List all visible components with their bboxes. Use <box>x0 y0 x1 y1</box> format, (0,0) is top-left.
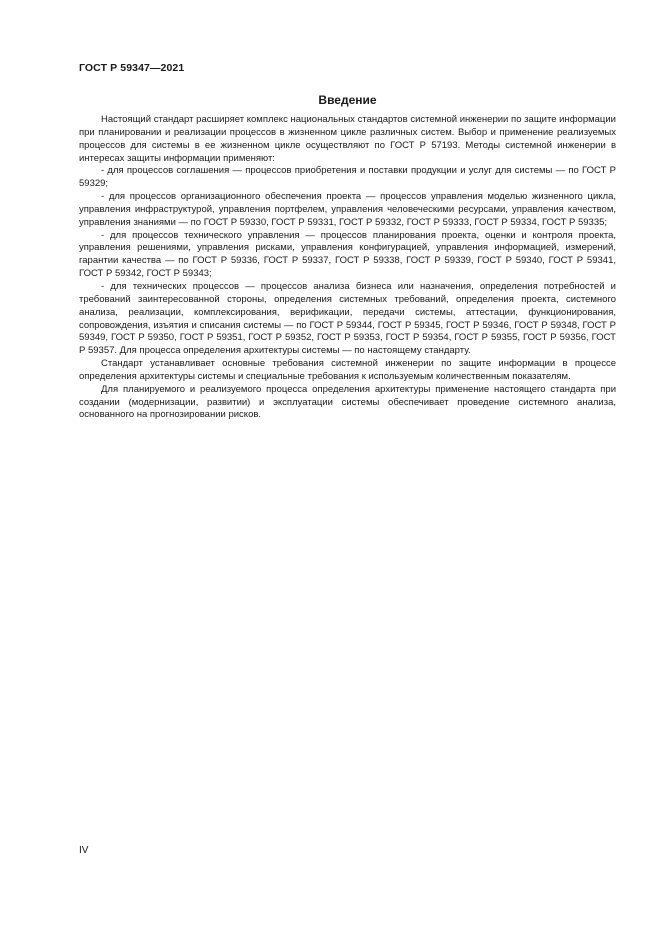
paragraph: - для процессов соглашения — процессов приобретения и поставки продукции и услуг для системы — по ГОСТ Р 59329; <box>79 165 616 190</box>
paragraph: Настоящий стандарт расширяет комплекс национальных стандартов системной инженерии по защите информации при планировании и реализации процессов в жизненном цикле различных систем. Выбор и применение реализуемых процессов для системы в ее жизненном цикле осуществляют по ГОСТ Р 57193. Методы системной инженерии в интересах защиты информации применяют: <box>79 114 616 164</box>
paragraph: - для процессов организационного обеспечения проекта — процессов управления моделью жизненного цикла, управления инфраструктурой, управления портфелем, управления человеческими ресурсами, управления качеством, управления знаниями — по ГОСТ Р 59330, ГОСТ Р 59331, ГОСТ Р 59332, ГОСТ Р 59333, ГОСТ Р 59334, ГОСТ Р 59335; <box>79 191 616 228</box>
document-code: ГОСТ Р 59347—2021 <box>79 62 185 74</box>
paragraph: Для планируемого и реализуемого процесса определения архитектуры применение настоящего стандарта при создании (модернизации, развитии) и эксплуатации системы обеспечивает проведение системного анализа, основанного на прогнозировании рисков. <box>79 383 616 421</box>
paragraph: Стандарт устанавливает основные требования системной инженерии по защите информации в процессе определения архитектуры системы и специальные требования к используемым количественным показателям. <box>79 358 616 382</box>
body-text <box>79 114 616 422</box>
page-number: IV <box>79 845 89 856</box>
paragraph: - для технических процессов — процессов анализа бизнеса или назначения, определения потребностей и требований заинтересованной стороны, определения системных требований, определения проекта, системного анализа, реализации, комплексирования, верификации, передачи системы, аттестации, функционирования, сопровождения, изъятия и списания системы — по ГОСТ Р 59344, ГОСТ Р 59345, ГОСТ Р 59346, ГОСТ Р 59348, ГОСТ Р 59349, ГОСТ Р 59350, ГОСТ Р 59351, ГОСТ Р 59352, ГОСТ Р 59353, ГОСТ Р 59354, ГОСТ Р 59355, ГОСТ Р 59356, ГОСТ Р 59357. Для процесса определения архитектуры системы — по настоящему стандарту. <box>79 280 616 357</box>
section-title: Введение <box>318 93 377 107</box>
paragraph: - для процессов технического управления — процессов планирования проекта, оценки и контроля проекта, управления решениями, управления рисками, управления конфигурацией, управления информацией, измерений, гарантии качества — по ГОСТ Р 59336, ГОСТ Р 59337, ГОСТ Р 59338, ГОСТ Р 59339, ГОСТ Р 59340, ГОСТ Р 59341, ГОСТ Р 59342, ГОСТ Р 59343; <box>79 229 616 280</box>
